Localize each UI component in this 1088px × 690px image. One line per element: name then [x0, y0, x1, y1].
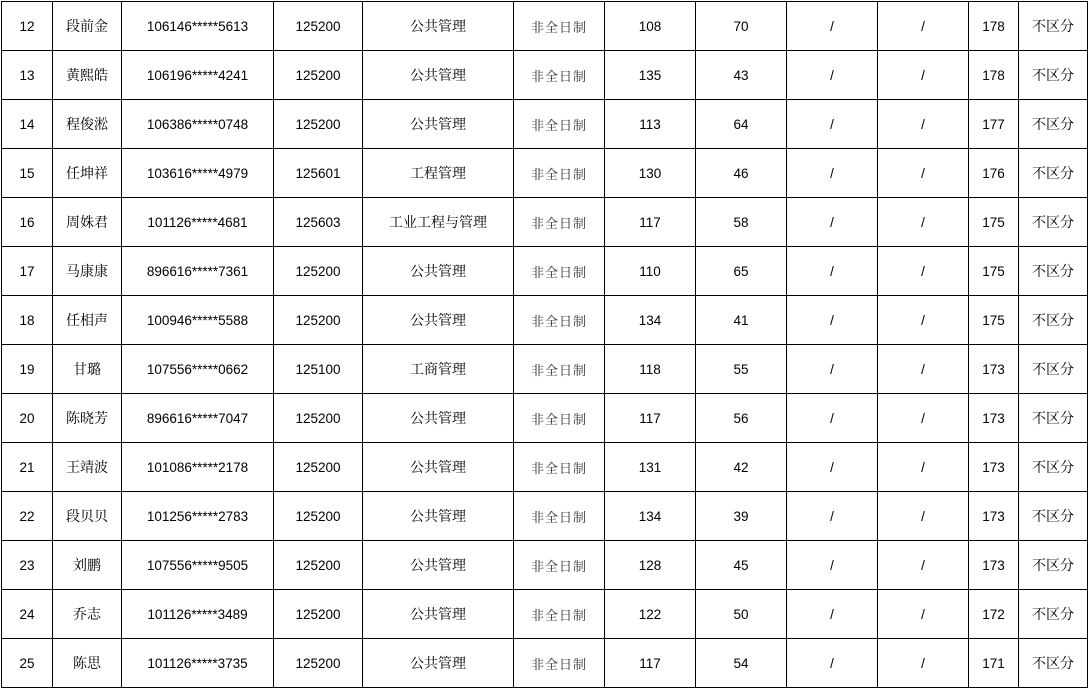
study-mode-cell: 非全日制	[514, 198, 605, 247]
study-mode-cell: 非全日制	[514, 639, 605, 688]
study-mode-cell: 非全日制	[514, 541, 605, 590]
rank-cell: 25	[2, 639, 53, 688]
score-3-cell: /	[787, 149, 878, 198]
candidate-id-cell: 896616*****7047	[122, 394, 274, 443]
candidate-id-cell: 896616*****7361	[122, 247, 274, 296]
major-name-cell: 工商管理	[363, 345, 514, 394]
score-2-cell: 64	[696, 100, 787, 149]
note-cell: 不区分	[1019, 541, 1088, 590]
major-code-cell: 125200	[274, 2, 363, 51]
table-body	[2, 2, 1088, 688]
rank-cell: 19	[2, 345, 53, 394]
score-2-cell: 56	[696, 394, 787, 443]
total-score-cell: 173	[969, 345, 1019, 394]
total-score-cell: 171	[969, 639, 1019, 688]
study-mode-cell: 非全日制	[514, 296, 605, 345]
major-name-cell: 公共管理	[363, 247, 514, 296]
score-3-cell: /	[787, 51, 878, 100]
major-code-cell: 125200	[274, 296, 363, 345]
table-row	[2, 590, 1088, 639]
total-score-cell: 175	[969, 296, 1019, 345]
name-cell: 黄熙皓	[53, 51, 122, 100]
score-1-cell: 130	[605, 149, 696, 198]
table-row	[2, 443, 1088, 492]
major-code-cell: 125601	[274, 149, 363, 198]
major-code-cell: 125200	[274, 247, 363, 296]
score-3-cell: /	[787, 2, 878, 51]
candidate-id-cell: 101086*****2178	[122, 443, 274, 492]
name-cell: 马康康	[53, 247, 122, 296]
major-code-cell: 125200	[274, 492, 363, 541]
score-3-cell: /	[787, 590, 878, 639]
note-cell: 不区分	[1019, 590, 1088, 639]
score-3-cell: /	[787, 639, 878, 688]
note-cell: 不区分	[1019, 100, 1088, 149]
total-score-cell: 172	[969, 590, 1019, 639]
major-name-cell: 公共管理	[363, 590, 514, 639]
major-name-cell: 工业工程与管理	[363, 198, 514, 247]
total-score-cell: 175	[969, 198, 1019, 247]
score-2-cell: 42	[696, 443, 787, 492]
score-2-cell: 54	[696, 639, 787, 688]
major-code-cell: 125200	[274, 590, 363, 639]
table-row	[2, 541, 1088, 590]
study-mode-cell: 非全日制	[514, 149, 605, 198]
total-score-cell: 173	[969, 541, 1019, 590]
table-row	[2, 2, 1088, 51]
score-1-cell: 110	[605, 247, 696, 296]
note-cell: 不区分	[1019, 296, 1088, 345]
score-3-cell: /	[787, 345, 878, 394]
score-2-cell: 70	[696, 2, 787, 51]
candidate-id-cell: 101126*****4681	[122, 198, 274, 247]
score-2-cell: 55	[696, 345, 787, 394]
table-row	[2, 345, 1088, 394]
score-3-cell: /	[787, 100, 878, 149]
table-row	[2, 296, 1088, 345]
note-cell: 不区分	[1019, 51, 1088, 100]
name-cell: 刘鹏	[53, 541, 122, 590]
admission-score-table	[1, 1, 1088, 688]
rank-cell: 22	[2, 492, 53, 541]
study-mode-cell: 非全日制	[514, 492, 605, 541]
note-cell: 不区分	[1019, 639, 1088, 688]
score-2-cell: 45	[696, 541, 787, 590]
study-mode-cell: 非全日制	[514, 247, 605, 296]
major-name-cell: 公共管理	[363, 100, 514, 149]
candidate-id-cell: 100946*****5588	[122, 296, 274, 345]
score-3-cell: /	[787, 394, 878, 443]
rank-cell: 12	[2, 2, 53, 51]
total-score-cell: 173	[969, 394, 1019, 443]
major-name-cell: 工程管理	[363, 149, 514, 198]
score-2-cell: 43	[696, 51, 787, 100]
score-4-cell: /	[878, 443, 969, 492]
score-2-cell: 46	[696, 149, 787, 198]
rank-cell: 21	[2, 443, 53, 492]
rank-cell: 18	[2, 296, 53, 345]
note-cell: 不区分	[1019, 443, 1088, 492]
score-4-cell: /	[878, 492, 969, 541]
table-row	[2, 198, 1088, 247]
note-cell: 不区分	[1019, 149, 1088, 198]
total-score-cell: 175	[969, 247, 1019, 296]
major-name-cell: 公共管理	[363, 639, 514, 688]
note-cell: 不区分	[1019, 394, 1088, 443]
rank-cell: 17	[2, 247, 53, 296]
candidate-id-cell: 106196*****4241	[122, 51, 274, 100]
major-code-cell: 125200	[274, 639, 363, 688]
study-mode-cell: 非全日制	[514, 590, 605, 639]
note-cell: 不区分	[1019, 2, 1088, 51]
table-row	[2, 100, 1088, 149]
score-1-cell: 117	[605, 394, 696, 443]
name-cell: 周姝君	[53, 198, 122, 247]
name-cell: 任坤祥	[53, 149, 122, 198]
study-mode-cell: 非全日制	[514, 51, 605, 100]
rank-cell: 20	[2, 394, 53, 443]
major-name-cell: 公共管理	[363, 394, 514, 443]
major-name-cell: 公共管理	[363, 492, 514, 541]
score-2-cell: 41	[696, 296, 787, 345]
score-3-cell: /	[787, 443, 878, 492]
table-row	[2, 639, 1088, 688]
note-cell: 不区分	[1019, 345, 1088, 394]
note-cell: 不区分	[1019, 492, 1088, 541]
score-4-cell: /	[878, 639, 969, 688]
candidate-id-cell: 106386*****0748	[122, 100, 274, 149]
score-2-cell: 58	[696, 198, 787, 247]
major-name-cell: 公共管理	[363, 51, 514, 100]
name-cell: 陈晓芳	[53, 394, 122, 443]
candidate-id-cell: 101126*****3735	[122, 639, 274, 688]
score-4-cell: /	[878, 100, 969, 149]
name-cell: 程俊淞	[53, 100, 122, 149]
name-cell: 段贝贝	[53, 492, 122, 541]
table-row	[2, 247, 1088, 296]
major-code-cell: 125200	[274, 541, 363, 590]
score-4-cell: /	[878, 296, 969, 345]
score-1-cell: 128	[605, 541, 696, 590]
table-row	[2, 51, 1088, 100]
score-1-cell: 134	[605, 492, 696, 541]
candidate-id-cell: 101256*****2783	[122, 492, 274, 541]
candidate-id-cell: 106146*****5613	[122, 2, 274, 51]
total-score-cell: 178	[969, 51, 1019, 100]
rank-cell: 14	[2, 100, 53, 149]
major-code-cell: 125100	[274, 345, 363, 394]
rank-cell: 13	[2, 51, 53, 100]
name-cell: 王靖波	[53, 443, 122, 492]
rank-cell: 15	[2, 149, 53, 198]
note-cell: 不区分	[1019, 247, 1088, 296]
study-mode-cell: 非全日制	[514, 2, 605, 51]
major-name-cell: 公共管理	[363, 296, 514, 345]
score-1-cell: 117	[605, 639, 696, 688]
name-cell: 乔志	[53, 590, 122, 639]
study-mode-cell: 非全日制	[514, 345, 605, 394]
major-name-cell: 公共管理	[363, 2, 514, 51]
major-code-cell: 125200	[274, 443, 363, 492]
score-4-cell: /	[878, 149, 969, 198]
score-1-cell: 118	[605, 345, 696, 394]
score-3-cell: /	[787, 492, 878, 541]
candidate-id-cell: 103616*****4979	[122, 149, 274, 198]
major-code-cell: 125200	[274, 100, 363, 149]
score-3-cell: /	[787, 198, 878, 247]
rank-cell: 24	[2, 590, 53, 639]
note-cell: 不区分	[1019, 198, 1088, 247]
name-cell: 段前金	[53, 2, 122, 51]
major-code-cell: 125603	[274, 198, 363, 247]
score-1-cell: 122	[605, 590, 696, 639]
major-code-cell: 125200	[274, 51, 363, 100]
score-2-cell: 39	[696, 492, 787, 541]
candidate-id-cell: 101126*****3489	[122, 590, 274, 639]
score-4-cell: /	[878, 345, 969, 394]
score-3-cell: /	[787, 541, 878, 590]
score-1-cell: 117	[605, 198, 696, 247]
candidate-id-cell: 107556*****0662	[122, 345, 274, 394]
name-cell: 任相声	[53, 296, 122, 345]
table-row	[2, 394, 1088, 443]
score-4-cell: /	[878, 590, 969, 639]
score-4-cell: /	[878, 541, 969, 590]
total-score-cell: 177	[969, 100, 1019, 149]
study-mode-cell: 非全日制	[514, 100, 605, 149]
major-name-cell: 公共管理	[363, 443, 514, 492]
score-2-cell: 50	[696, 590, 787, 639]
score-1-cell: 131	[605, 443, 696, 492]
score-3-cell: /	[787, 247, 878, 296]
study-mode-cell: 非全日制	[514, 443, 605, 492]
candidate-id-cell: 107556*****9505	[122, 541, 274, 590]
total-score-cell: 176	[969, 149, 1019, 198]
major-name-cell: 公共管理	[363, 541, 514, 590]
score-2-cell: 65	[696, 247, 787, 296]
major-code-cell: 125200	[274, 394, 363, 443]
study-mode-cell: 非全日制	[514, 394, 605, 443]
rank-cell: 23	[2, 541, 53, 590]
score-4-cell: /	[878, 394, 969, 443]
score-1-cell: 108	[605, 2, 696, 51]
name-cell: 甘璐	[53, 345, 122, 394]
total-score-cell: 173	[969, 492, 1019, 541]
score-3-cell: /	[787, 296, 878, 345]
table-row	[2, 492, 1088, 541]
score-4-cell: /	[878, 51, 969, 100]
score-4-cell: /	[878, 198, 969, 247]
table-row	[2, 149, 1088, 198]
name-cell: 陈思	[53, 639, 122, 688]
score-4-cell: /	[878, 2, 969, 51]
total-score-cell: 178	[969, 2, 1019, 51]
rank-cell: 16	[2, 198, 53, 247]
score-4-cell: /	[878, 247, 969, 296]
total-score-cell: 173	[969, 443, 1019, 492]
score-1-cell: 134	[605, 296, 696, 345]
score-1-cell: 113	[605, 100, 696, 149]
score-1-cell: 135	[605, 51, 696, 100]
